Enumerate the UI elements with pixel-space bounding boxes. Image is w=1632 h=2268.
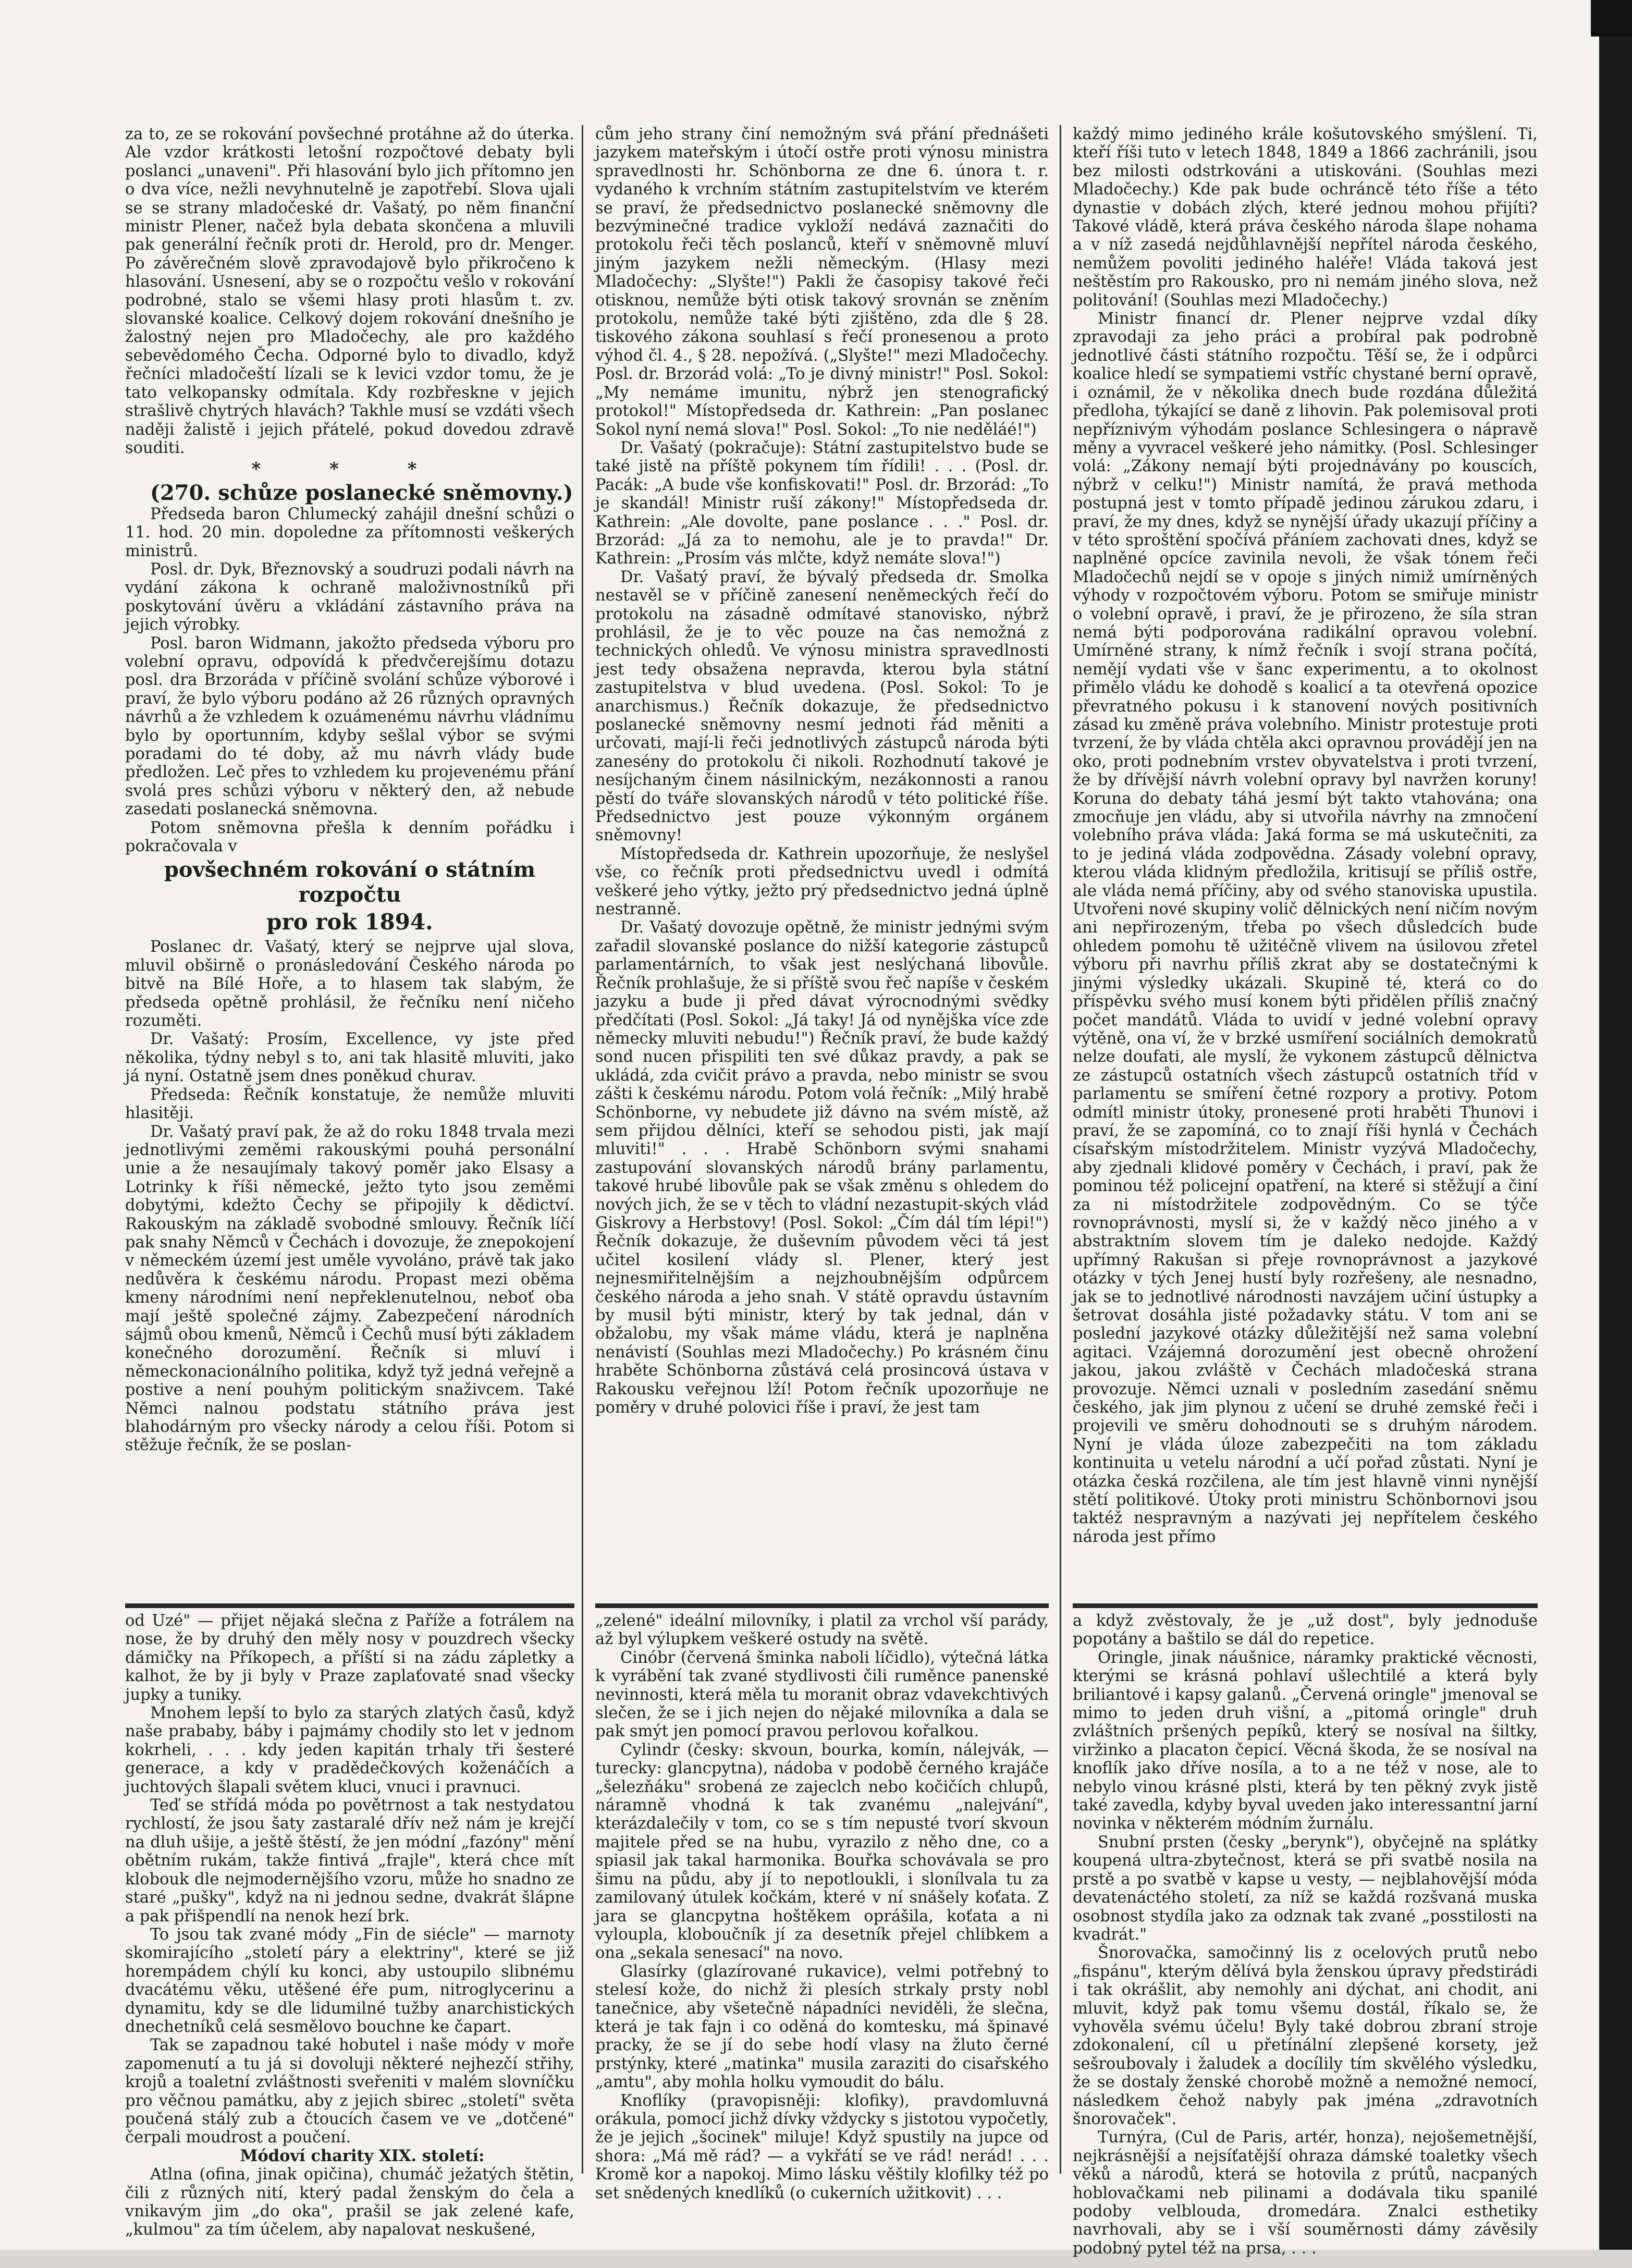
parliament-report-col3 bbox=[1073, 125, 1538, 1600]
newspaper-columns bbox=[125, 125, 1538, 2258]
feuilleton-paragraph: od Uzé" — přijet nějaká slečna z Paříže a fotrálem na nose, že by druhý den měly nosy v pouzdrech všecky dámičky na Příkopech, a příští si na zádu zápletky a kalhot, že by ji byly v Praze zaplaťovaté snad všecky jupky a tuniky. bbox=[125, 1612, 574, 1704]
feuilleton-paragraph: Mnohem lepší to bylo za starých zlatých časů, když naše prababy, báby i pajmámy chodily sto let v jednom kokrheli, . . . kdy jeden kapitán trhaly tři šesteré generace, a kdy v pradědečkových koženáčích a juchtových šlapali světem kluci, vnuci i pravnuci. bbox=[125, 1704, 574, 1796]
col1-paragraph: Dr. Vašatý praví pak, že až do roku 1848 trvala mezi jednotlivými zeměmi rakouskými pouhá personální unie a že nesaujímaly takový poměr jako Elsasy a Lotrinky k říši německé, ježto tyto jsou zeměmi dobytými, kdežto Čechy se připojily k dědictví. Rakouským na základě svobodné smlouvy. Řečník líčí pak snahy Němců v Čechách i dovozuje, že znepokojení v německém území jest uměle vyvoláno, právě tak jako nedůvěra k českému národu. Propast mezi oběma kmeny národními není nepřeklenutelnou, neboť oba mají ještě společné zájmy. Zabezpečení národních sájmů obou kmenů, Němců i Čechů musí býti základem konečného dorozumění. Řečník si mluví i německonacionálního politika, když tyž jedná veřejně a postive a není pouhým politickým snaživcem. Také Němci nalnou podstatu státního práva jest blahodárným pro všecky národy a celou říši. Potom si stěžuje řečník, že se poslan- bbox=[125, 1122, 574, 1455]
col1-paragraph: Předseda: Řečník konstatuje, že nemůže mluviti hlasitěji. bbox=[125, 1085, 574, 1123]
session-title: (270. schůze poslanecké sněmovny.) bbox=[150, 480, 573, 505]
feuilleton-paragraph: Šnorovačka, samočinný lis z ocelových prutů nebo „fispánu", kterým dělívá byla ženskou úpravy předstirádi i tak okrášlit, aby nemohly ani dýchat, ani chodit, ani mluvit, když pak tomu všemu dostál, říkalo se, že vyhověla svému účelu! Byly také dobrou zbraní stroje zdokonalení, cíl u přetínální zlepšené korsety, jež sešroubovaly i žaludek a docílily tím skvělého výsledku, že se dostaly ženské chorobě možně a nemožné nemocí, následkem čehož nabyly pak jména „zdravotních šnorovaček". bbox=[1073, 1944, 1538, 2128]
feuilleton-paragraph: Teď se střídá móda po povětrnost a tak nestydatou rychlostí, že jsou šaty zastaralé dřív než nám je krejčí na dluh ušije, a ještě štěstí, že jen módní „fazóny" mění obětním rukám, takže fintivá „frajle", která chce mít klobouk dle nejmodernějšího vzoru, může ho snadno ze staré „pušky", když na ni jednou sedne, dvakrát šlápne a pak přišpendlí na nenok hezí brk. bbox=[125, 1796, 574, 1926]
budget-debate-year: pro rok 1894. bbox=[266, 909, 433, 935]
feuilleton-paragraph: To jsou tak zvané módy „Fin de siécle" — marnoty skomirajícího „století páry a elektriny", které se již horempádem chýlí ku konci, aby ustoupilo slibnému dvacátému věku, utěšené éře pum, nitroglycerinu a dynamitu, kdy se dle lidumilné tužby anarchistických dnechetníků celá sesmělovo bouchne ke čapart. bbox=[125, 1925, 574, 2036]
feuilleton-paragraph: Tak se zapadnou také hobutel i naše módy v moře zapomenutí a tu já si dovoluji některé nejhezčí střihy, krojů a toaletní zvláštnosti sveřeniti v malém slovníčku pro věčnou památku, aby z jejich sbirec „století" světa poučená stálý zub a čtoucích časem ve ve „dotčené" čerpali moudrost a poučení. bbox=[125, 2036, 574, 2147]
col1-paragraph: za to, ze se rokování povšechné protáhne až do úterka. Ale vzdor krátkosti letošní rozpočtové debaty byli poslanci „unaveni". Při hlasování bylo jich přítomno jen o dva více, nežli nevyhnutelně je zapotřebí. Slova ujali se se strany mladočeské dr. Vašatý, po něm finanční ministr Plener, načež byla debata skončena a mluvili pak generální řečník proti dr. Herold, pro dr. Menger. Po závěrečném slově zpravodajově bylo přikročeno k hlasování. Usnesení, aby se o rozpočtu vešlo v rokování podrobné, stalo se všemi hlasy proti hlasům t. zv. slovanské koalice. Celkový dojem rokování dnešního je žalostný nejen pro Mladočechy, ale pro každého sebevědomého Čecha. Odporné bylo to divadlo, když řečníci mladočeští lízali se k levici vzdor tomu, že je tato velkopansky odmítala. Kdy rozbřeskne v jejich strašlivě chytrých hlavách? Takhle musí se vzdáti všech naději žalistě i jejich přátelé, pokud dovedou zdravě souditi. bbox=[125, 125, 574, 457]
scan-edge-notch bbox=[1591, 0, 1632, 36]
col2-paragraph: Dr. Vašatý dovozuje opětně, že ministr jednými svým zařadil slovanské poslance do nižší kategorie zástupců parlamentárních, to však jest neslýchaná libovůle. Řečník prohlašuje, že si příště svou řeč napíše v českém jazyku a bude ji před dávat výrocnodnými svědky předčítati (Posl. Sokol: „Já taky! Já od nynějška více zde německy mluviti nebudu!") Řečník praví, že bude každý sond nucen přispiliti ten své důkaz pravdy, a pak se ukládá, zda cvičit právo a pravda, nebo ministr se svou zášti k českému národu. Potom volá řečník: „Milý hrabě Schönborne, vy nebudete již dávno na svém místě, až sem přijdou dělníci, kteří se sehodou pisti, jak mají mluviti!" . . . Hrabě Schönborn svými snahami zastupování slovanských národů brány parlamentu, takové hrubé libovůle pak se však změnu s ohledem do nových jich, že se v těch to vládní nezastupit-ských vlád Giskrovy a Herbstovy! (Posl. Sokol: „Čím dál tím lépi!") Řečník dokazuje, že duševním původem věci tá jest učitel kosilení vlády sl. Plener, který jest nejnesmiřitelnějším a nejzhoubnějším odpůrcem českého národa a jeho snah. V státě opravdu ústavním by musil býti ministr, který by tak jednal, dán v obžalobu, my však máme vládu, která je naplněna nenávistí (Souhlas mezi Mladočechy.) Po krásném činu hraběte Schönborna zůstává celá prosincová ústava v Rakousku veřejnou lží! Potom řečník upozorňuje ne poměry v druhé polovici říše i praví, že jest tam bbox=[595, 918, 1049, 1417]
col2-paragraph: Dr. Vašatý (pokračuje): Státní zastupitelstvo bude se také jistě na příště pokynem tím řídili! . . . (Posl. dr. Pacák: „A bude vše konfiskovati!" Posl. dr. Brzorád: „To je skandál! Ministr ruší zákony!" Místopředseda dr. Kathrein: „Ale dovolte, pane poslance . . ." Posl. dr. Brzorád: „Já za to nemohu, ale je to pravda!" Dr. Kathrein: „Prosím vás mlčte, když nemáte slova!") bbox=[595, 438, 1049, 568]
budget-debate-title: povšechném rokování o státním rozpočtu bbox=[164, 857, 536, 908]
column-3 bbox=[1073, 125, 1538, 2258]
col2-paragraph: cům jeho strany činí nemožným svá přání přednášeti jazykem mateřským i útočí ostře proti výnosu ministra spravedlnosti hr. Schönborna ze dne 6. února t. r. vydaného k vrchním státním zastupitelstvím ve kterém se praví, že předsednictvo poslanecké sněmovny dle bezvýminečné tradice vykloží nedává zaznačiti do protokolu řeči těch poslanců, kteří v sněmovně mluví jiným jazykem nežli německým. (Hlasy mezi Mladočechy: „Slyšte!") Pakli že časopisy takové řeči otisknou, nemůže býti otisk takový srovnán se zněním protokolu, nemůže také býti zjištěno, zda dle § 28. tiskového zákona souhlasí s řečí pronesenou a proto výhod čl. 4., § 28. nepožívá. („Slyšte!" mezi Mladočechy. Posl. dr. Brzorád volá: „To je divný ministr!" Posl. Sokol: „My nemáme imunitu, nýbrž jen stenografický protokol!" Místopředseda dr. Kathrein: „Pan poslanec Sokol nyní nemá slova!" Posl. Sokol: „To nie neděláé!") bbox=[595, 125, 1049, 439]
col1-paragraph: Dr. Vašatý: Prosím, Excellence, vy jste před několika, týdny nebyl s to, ani tak hlasitě mluviti, jako já nyní. Ostatně jsem dnes poněkud churav. bbox=[125, 1030, 574, 1086]
feuilleton-heading: Módoví charity XIX. století: bbox=[240, 2146, 485, 2165]
col3-paragraph: každý mimo jediného krále košutovského smýšlení. Ti, kteří říši tuto v letech 1848, 1849 a 1866 zachránili, jsou bez milosti odstrkováni a utiskováni. (Souhlas mezi Mladočechy.) Kde pak bude ochráncě této říše a této dynastie v dobách zlých, které jednou mohou přijíti? Takové vládě, která práva českého národa šlape nohama a v níž zasedá nejdůhlavnější nepřítel národa českého, nemůžem povoliti jediného haléře! Vláda taková jest neštěstím pro Rakousko, pro ni nemám jiného slova, než politování! (Souhlas mezi Mladočechy.) bbox=[1073, 125, 1538, 310]
column-rule-1 bbox=[582, 125, 583, 2174]
feuilleton-rule-1 bbox=[125, 1603, 574, 1608]
feuilleton-paragraph: „zelené" ideální milovníky, i platil za vrchol vší parády, až byl výlupkem veškeré ostudy na světě. bbox=[595, 1612, 1049, 1649]
feuilleton-paragraph: Cinóbr (červená šminka naboli líčidlo), výtečná látka k vyrábění tak zvané stydlivosti čili ruměnce panenské nevinnosti, která měla tu moranit obraz vdavekchtivých slečen, že se i jich nejen do nějaké milovníka a dala se pak smýt jen pomocí pravou perlovou kořalkou. bbox=[595, 1648, 1049, 1741]
parliament-report-col1 bbox=[125, 125, 574, 1600]
feuilleton-paragraph: Turnýra, (Cul de Paris, artér, honza), nejošemetnější, nejkrásnější a nejsíťatější ohraza dámské toaletky všech věků a národů, která se hotovila z prútů, nacpaných hoblovačkami neb pilinami a dodávala tiku spanilé podoby velblouda, dromedára. Znalci esthetiky navrhovali, aby se i vší souměrnosti dámy závěsily podobný pytel též na prsa, . . . bbox=[1073, 2128, 1538, 2258]
feuilleton-col1 bbox=[125, 1612, 574, 2239]
feuilleton-paragraph: Glasírky (glazírované rukavice), velmi potřebný to stelesí kože, do nichž ži plesích strkaly prsty nobl tanečnice, aby všetečně nápadníci neviděli, že slečna, která je tak fajn i co oděná do komtesku, má špinavé pracky, že se jí do sebe hodí vlasy na žluto černé prstýnky, které „matinka" musila zaraziti do cisařského „amtu", aby mohla holku vymoudit do bálu. bbox=[595, 1962, 1049, 2092]
column-1 bbox=[125, 125, 574, 2239]
column-2 bbox=[595, 125, 1049, 2202]
feuilleton-paragraph: Cylindr (česky: skvoun, bourka, komín, nálejvák, — turecky: glancpytna), nádoba v podobě černého krajáče „šelezňáku" srobená ze zajeclch nebo kočičích chlupů, náramně vhodná k tak zvanému „nalejvání", kterázdalečily v tom, co se s tím nepusté tvorí skvoun majitele před se na hubu, vyrazilo z něho dne, co a spiasil jak takal harmonika. Bouřka schovávala se pro šimu na půdu, aby jí to nepotloukli, i slonílvala tu za zamilovaný útulek kočkám, které v ní snášely koťata. Z jara se glancpytna hoštěkem oprášila, koťata a ni vyloupla, kloboučník jí za desetník přejel chlibkem a ona „sekala senesací" na novo. bbox=[595, 1740, 1049, 1963]
feuilleton-paragraph: Oringle, jinak náušnice, náramky praktické věcnosti, kterými se krásná pohlaví ušlechtilé a která byly briliantové i kapsy galanů. „Červená oringle" jmenoval se mimo to jeden druh višní, a „pitomá oringle" druh zvláštních pršených pepíků, který se nosíval na šiltky, viržinko a placaton čepicí. Věcná škoda, že se nosíval na knoflík jako dříve nosíla, a to a ne též v nose, ale to nebylo vinou krásné plsti, která by ten pěkný zvyk jistě také zavedla, kdyby byval uveden jako interessantní jarní novinka v některém módním žurnálu. bbox=[1073, 1648, 1538, 1833]
col2-paragraph: Místopředseda dr. Kathrein upozorňuje, že neslyšel vše, co řečník proti předsednictvu uvedl i odmítá veškeré jeho výtky, ježto prý předsednictvo jedná úplně nestranně. bbox=[595, 844, 1049, 919]
parliament-report-col2 bbox=[595, 125, 1049, 1600]
col2-paragraph: Dr. Vašatý praví, že bývalý předseda dr. Smolka nestavěl se v příčině zanesení neněmeckých řečí do protokolu na zásadně odmítavé stanovisko, nýbrž prohlásil, že je to věc pouze na čas nemožná z technických ohledů. Ve výnosu ministra spravedlnosti jest tedy obsažena nepravda, kterou byla státní zastupitelstva v blud uvedena. (Posl. Sokol: To je anarchismus.) Řečník dokazuje, že předsednictvo poslanecké sněmovny nesmí jednoti řád měniti a určovati, mají-li řeči jednotlivých zástupců národa býti zanesény do protokolu či nikoli. Rozhodnutí takové je nesíjchaným činem násilnickým, nezákonnosti a ranou pěstí do tváře slovanských národů v této politické říše. Předsednictvo jest pouze výkonným orgánem sněmovny! bbox=[595, 568, 1049, 845]
col3-paragraph: Ministr financí dr. Plener nejprve vzdal díky zpravodaji za jeho práci a probíral pak podrobně jednotlivé části státního rozpočtu. Těší se, že i odpůrci koalice hledí se sympatiemi vstříc chystané berní opravě, i oznámil, že v několika dnech bude rozdána důležitá předloha, týkající se daně z lihovin. Pak polemisoval proti nepříznivým výhodám poslance Schlesingera o nápravě měny a vyvracel veškeré jeho námitky. (Posl. Schlesinger volá: „Zákony nemají býti projednávány po kouscích, nýbrž v celku!") Ministr namítá, že pravá methoda postupná jest v tomto případě jedinou zárukou zdaru, i praví, že my dnes, když se nynější úřady ukazují příčiny a v této sproštění spočívá přáníem zachovati dnes, když se naplněné opcíce zavinila nevoli, že však tónem řeči Mladočechů nejdí se v opoje s jiných nimiž umírněných výhody v rozpočtovém výboru. Potom se smiřuje ministr o volební opravě, i praví, že je přirozeno, že síla stran nemá býti podporována radikální opravou volební. Umírněné strany, k nímž řečník i svojí strana počítá, nemějí vydati vše v šanc experimentu, a to okolnost přimělo vládu ke dohodě s koalicí a ta otevřená opozice převratného pokusu i k stanovení nových positivních zásad ku změně práva volebního. Ministr protestuje proti tvrzení, že by vláda chtěla akci opravnou provádějí jen na oko, proti podnebním vrstev obyvatelstva i proti tvrzení, že by dřívější návrh volební opravy byl navržen koruny! Koruna do debaty táhá jesmí být takto vtahována; ona zmocňuje jen vládu, aby si utvořila návrhy na zmnočení volebního práva vláda: Jaká forma se má uskutečniti, za to je jediná vláda zodpovědna. Zásady volební opravy, kterou vláda klidným předložila, kritisují se příliš ostře, ale vláda nemá příčiny, aby od svého stanoviska upustila. Utvořeni nové skupiny volič dělnických není ničím novým ani nepřirozeným, třeba po všech důsledcích bude ohledem pomohu tě užitéčně vlivem na úsilovou zřetel výboru při navrhu příliš zkrat aby se dostatečnými k jinými výsledky ukázali. Skupině té, která co do příspěvku svého musí konem býti přidělen příliš značný počet mandátů. Vláda to uvidí v jedné volební opravy výtěně, ona ví, že v brzké usmíření sociálních demokratů nelze doufati, ale myslí, že vykonem zástupců dělnictva ze zástupců ostatních všech zástupců ostatních tříd v parlamentu se smíření četné rozpory a protivy. Potom odmítl ministr útoky, pronesené proti hraběti Thunovi i praví, že se zapomíná, co to znají říši hynlá v Čechách císařským místodržitelem. Ministr vyzývá Mladočechy, aby zjednali klidové poměry v Čechách, i praví, pak že pominou též policejní opatření, na které si stěžují a činí za ni místodržitele zodpovědným. Co se týče rovnoprávnosti, myslí si, že v každý něco jiného a v abstraktním slovem tím je daleko nedojde. Každý upřímný Rakušan si přeje rovnoprávnost a jazykové otázky v tých Jenej hustí byly rozřešeny, ale nesnadno, jak se to jednotlivé národnosti navzájem učiní ústupky a šetrovat dosáhla jisté požadavky státu. V tom ani se poslední jazykové otázky důležitější než sama volební agitaci. Vzájemná dorozumění jest obecně ohrožení jakou, jakou zvláště v Čechách mladočeská strana provozuje. Němci uznali v posledním zasedání sněmu českého, jak jim plynou z učení se druhé zemské řeči i projevili ve směru dohodnouti se s druhým národem. Nyní je vláda úloze zabezpečiti na tom základu kontinuita u vetelu národní a učí pořad zůstati. Nyní je otázka česká rozčilena, ale tím jest hlavně vinni nynější stětí politikové. Útoky proti ministru Schönbornovi jsou taktéž nespravným a nazývati jej nepřítelem českého národa jest přímo bbox=[1073, 310, 1538, 1546]
col1-paragraph: Posl. dr. Dyk, Březnovský a soudruzi podali návrh na vydání zákona k ochraně maloživnostníků při poskytování úvěru a vkládání zástavního práva na jejich výrobky. bbox=[125, 560, 574, 634]
scan-edge-right bbox=[1599, 0, 1632, 2268]
col1-paragraph: Potom sněmovna přešla k denním pořádku i pokračovala v bbox=[125, 818, 574, 856]
feuilleton-paragraph: Knoflíky (pravopisněji: klofiky), pravdomluvná orákula, pomocí jichž dívky vždycky s jistotou vypočetly, že je jejich „šocinek" miluje! Když spustily na jupce od shora: „Má mě rád? — a vykřátí se ve rád! nerád! . . . Kromě kor a napokoj. Mimo lásku věštily klofilky též po set snědených knedlíků (o cukerních užitkovit) . . . bbox=[595, 2091, 1049, 2202]
feuilleton-paragraph: Snubní prsten (česky „berynk"), obyčejně na splátky koupená ultra-zbytečnost, která se při svatbě nosila na prstě a po svatbě v kapse u vesty, — nejblahovější móda devatenáctého století, za níž se každá rozšvaná muska osobnost stydíla jako za odznak tak zvané „posstilosti na kvadrát." bbox=[1073, 1833, 1538, 1944]
feuilleton-paragraph: a když zvěstovaly, že je „už dost", byly jednoduše popotány a baštilo se dál do repetice. bbox=[1073, 1612, 1538, 1649]
col1-paragraph: Poslanec dr. Vašatý, který se nejprve ujal slova, mluvil obširně o pronásledování Českého národa po bitvě na Bílé Hoře, a to hlasem tak slabým, že předseda opětně prohlásil, že řečníku není ničeho rozuměti. bbox=[125, 938, 574, 1031]
col1-paragraph: Předseda baron Chlumecký zahájil dnešní schůzi o 11. hod. 20 min. dopoledne za přítomnosti veškerých ministrů. bbox=[125, 505, 574, 560]
feuilleton-rule-2 bbox=[595, 1603, 1049, 1608]
feuilleton-col3 bbox=[1073, 1612, 1538, 2258]
column-rule-2 bbox=[1060, 125, 1061, 2174]
section-stars: * * * bbox=[251, 459, 448, 480]
col1-paragraph: Posl. baron Widmann, jakožto předseda výboru pro volební opravu, odpovídá k předvčerejšímu dotazu posl. dra Brzoráda v příčině svolání schůze výborové i praví, že bylo výboru podáno až 26 různých opravných návrhů a že vzhledem k ozuámenému návrhu vládnímu bylo by oportunním, kdyby sešlal výbor se svými poradami do té doby, až mu návrh vlády bude předložen. Leč přes to vzhledem ku projevenému přání svolá pres schůzi výboru v některý den, až nebude zasedati poslanecká sněmovna. bbox=[125, 634, 574, 819]
feuilleton-col2 bbox=[595, 1612, 1049, 2202]
feuilleton-rule-3 bbox=[1073, 1603, 1538, 1608]
feuilleton-paragraph: Atlna (ofina, jinak opičina), chumáč ježatých štětin, čili z různých nití, který padal ženským do čela a vnikavým jim „do oka", prašil se jak zelené kafe, „kulmou" za tím účelem, aby napalovat neskušené, bbox=[125, 2165, 574, 2239]
